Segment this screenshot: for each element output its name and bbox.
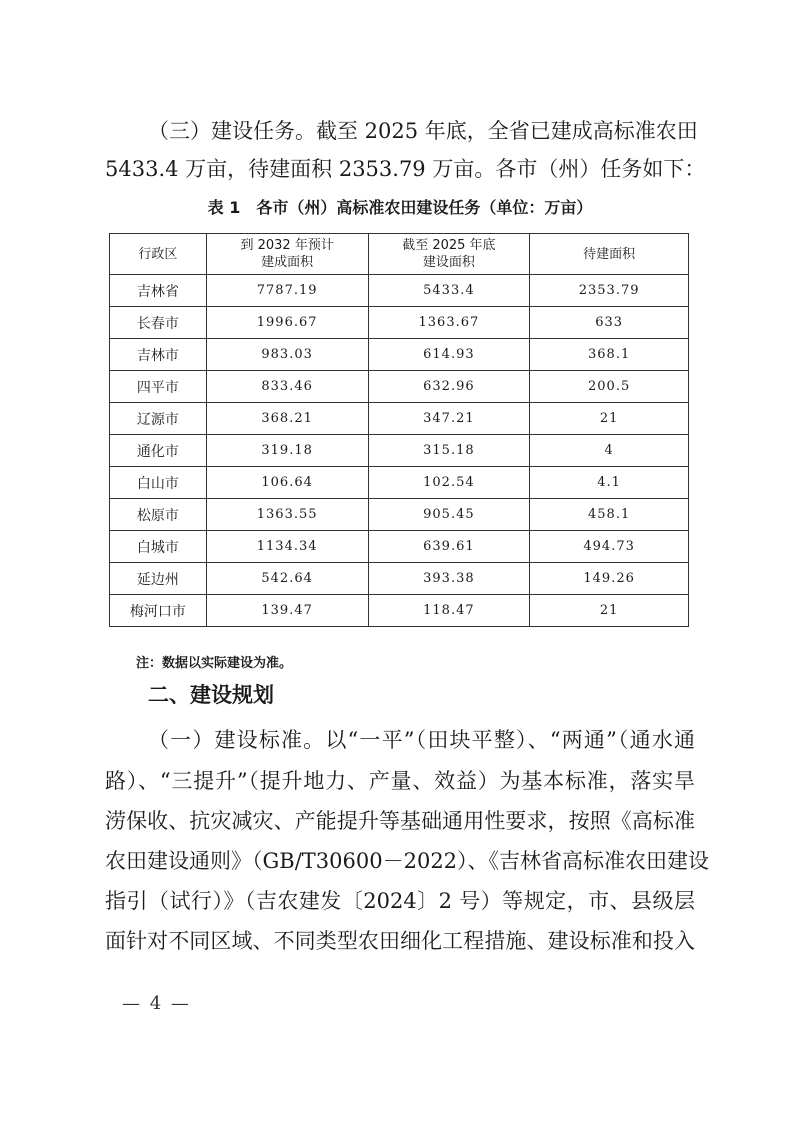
cell-pending: 21 (530, 403, 689, 435)
cell-region: 松原市 (110, 499, 207, 531)
cell-built: 393.38 (368, 563, 530, 595)
cell-planned: 983.03 (206, 339, 368, 371)
body-line-1: （一）建设标准。以“一平”（田块平整）、“两通”（通水通 (148, 728, 695, 752)
cell-planned: 1363.55 (206, 499, 368, 531)
cell-pending: 458.1 (530, 499, 689, 531)
cell-built: 905.45 (368, 499, 530, 531)
table-row (110, 499, 689, 531)
cell-planned: 106.64 (206, 467, 368, 499)
cell-planned: 319.18 (206, 435, 368, 467)
body-line-4: 农田建设通则》（GB/T30600－2022）、《吉林省高标准农田建设 (105, 849, 710, 873)
cell-built: 614.93 (368, 339, 530, 371)
intro-line-2: 5433.4 万亩，待建面积 2353.79 万亩。各市（州）任务如下： (105, 157, 706, 181)
cell-pending: 368.1 (530, 339, 689, 371)
table-row (110, 563, 689, 595)
table-row (110, 595, 689, 627)
body-line-5: 指引（试行）》（吉农建发〔2024〕2 号）等规定，市、县级层 (105, 889, 695, 913)
table-note: 注：数据以实际建设为准。 (136, 656, 293, 671)
cell-planned: 139.47 (206, 595, 368, 627)
cell-pending: 2353.79 (530, 275, 689, 307)
table-row (110, 339, 689, 371)
body-line-6: 面针对不同区域、不同类型农田细化工程措施、建设标准和投入 (105, 929, 695, 953)
table-row (110, 307, 689, 339)
cell-planned: 833.46 (206, 371, 368, 403)
cell-pending: 494.73 (530, 531, 689, 563)
cell-planned: 1996.67 (206, 307, 368, 339)
section-heading: 二、建设规划 (148, 683, 274, 707)
body-line-2: 路）、“三提升”（提升地力、产量、效益）为基本标准，落实旱 (105, 769, 695, 793)
cell-region: 长春市 (110, 307, 207, 339)
header-planned (206, 234, 368, 275)
cell-region: 吉林市 (110, 339, 207, 371)
cell-pending: 200.5 (530, 371, 689, 403)
cell-built: 632.96 (368, 371, 530, 403)
cell-region: 白山市 (110, 467, 207, 499)
header-pending: 待建面积 (530, 234, 689, 275)
table-row (110, 467, 689, 499)
cell-planned: 542.64 (206, 563, 368, 595)
cell-region: 四平市 (110, 371, 207, 403)
cell-planned: 7787.19 (206, 275, 368, 307)
cell-pending: 4 (530, 435, 689, 467)
header-built (368, 234, 530, 275)
header-planned-line1: 到 2032 年预计 (240, 238, 334, 253)
cell-pending: 21 (530, 595, 689, 627)
cell-built: 102.54 (368, 467, 530, 499)
table-row (110, 275, 689, 307)
cell-built: 1363.67 (368, 307, 530, 339)
cell-pending: 4.1 (530, 467, 689, 499)
header-region: 行政区 (110, 234, 207, 275)
header-built-line1: 截至 2025 年底 (402, 238, 496, 253)
cell-planned: 368.21 (206, 403, 368, 435)
body-line-3: 涝保收、抗灾减灾、产能提升等基础通用性要求，按照《高标准 (105, 809, 695, 833)
cell-region: 白城市 (110, 531, 207, 563)
table-row (110, 531, 689, 563)
table-caption: 表 1 各市（州）高标准农田建设任务（单位：万亩） (207, 198, 593, 217)
cell-region: 延边州 (110, 563, 207, 595)
cell-built: 315.18 (368, 435, 530, 467)
intro-line-1: （三）建设任务。截至 2025 年底，全省已建成高标准农田 (148, 119, 698, 143)
cell-pending: 149.26 (530, 563, 689, 595)
cell-pending: 633 (530, 307, 689, 339)
page-number: — 4 — (122, 993, 191, 1014)
table-row (110, 403, 689, 435)
header-built-line2: 建设面积 (422, 255, 475, 270)
header-planned-line2: 建成面积 (261, 255, 314, 270)
cell-built: 347.21 (368, 403, 530, 435)
cell-planned: 1134.34 (206, 531, 368, 563)
cell-built: 118.47 (368, 595, 530, 627)
cell-region: 通化市 (110, 435, 207, 467)
cell-region: 辽源市 (110, 403, 207, 435)
cell-region: 吉林省 (110, 275, 207, 307)
table-row (110, 435, 689, 467)
table-row (110, 371, 689, 403)
cell-region: 梅河口市 (110, 595, 207, 627)
task-table (109, 233, 689, 627)
table-header-row (110, 234, 689, 275)
cell-built: 5433.4 (368, 275, 530, 307)
cell-built: 639.61 (368, 531, 530, 563)
